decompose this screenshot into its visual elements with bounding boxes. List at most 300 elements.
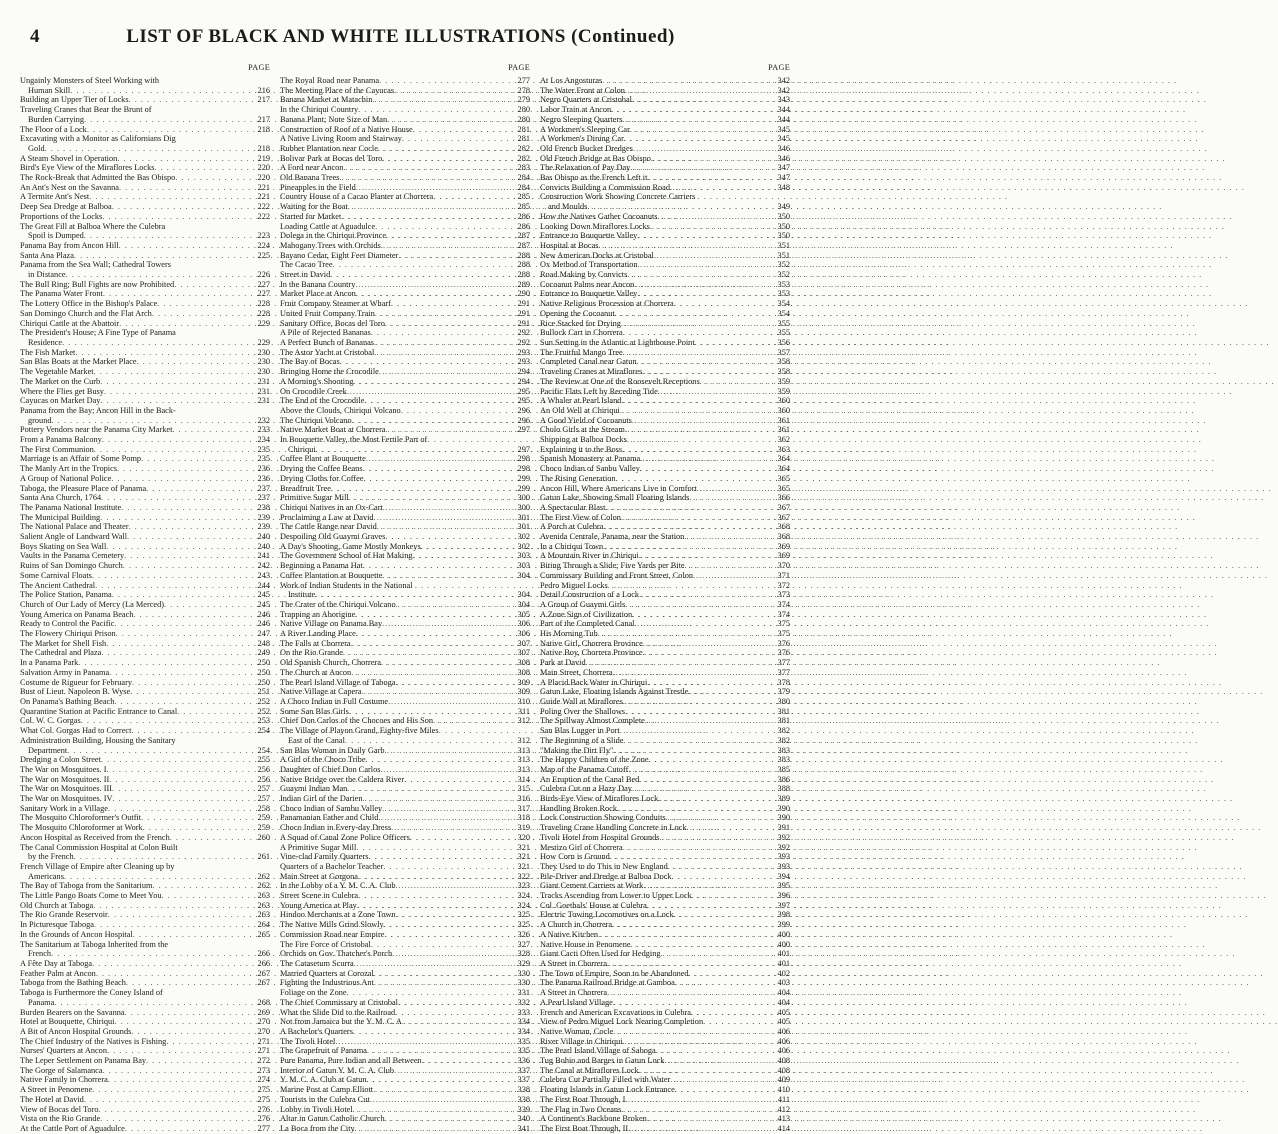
entry-page-number: 342: [777, 85, 790, 95]
entry-page-number: 351: [777, 250, 790, 260]
entry-title: Chiriqui Natives in an Ox-Cart: [280, 502, 383, 512]
entry-title: The War on Mosquitoes. I: [20, 764, 107, 774]
index-entry: [280, 716, 530, 726]
dot-leader: [366, 755, 513, 765]
entry-title: The Relaxation of Pay Day: [540, 163, 631, 173]
index-entry: [280, 474, 530, 484]
entry-title: Cocoanut Palms near Ancon: [540, 279, 635, 289]
index-entry: [540, 697, 790, 707]
dot-leader: [607, 988, 773, 998]
entry-page-number: 406: [777, 1036, 790, 1046]
entry-title: A Squad of Canal Zone Police Officers: [280, 832, 410, 842]
entry-page-number: 347: [777, 163, 790, 173]
index-entry: [20, 920, 270, 930]
entry-page-number: 246: [257, 619, 270, 629]
entry-title: Sanitary Office, Bocas del Toro: [280, 318, 385, 328]
entry-title: United Fruit Company Train: [280, 308, 375, 318]
index-entry: [280, 707, 530, 717]
dot-leader: [362, 687, 513, 697]
entry-page-number: 274: [257, 1075, 270, 1085]
entry-page-number: 248: [257, 638, 270, 648]
index-entry: [280, 532, 530, 542]
entry-title: River Village in Chiriqui: [540, 1036, 623, 1046]
entry-page-number: 354: [777, 299, 790, 309]
entry-page-number: 305: [517, 609, 530, 619]
dot-leader: [616, 474, 773, 484]
entry-title: The Review at One of the Roosevelt Receptions: [540, 376, 700, 386]
index-entry: [540, 474, 790, 484]
entry-title: The Lottery Office in the Bishop's Palace: [20, 299, 158, 309]
entry-page-number: 375: [777, 629, 790, 639]
index-entry: [280, 959, 530, 969]
index-entry: [540, 425, 790, 435]
index-entry: [540, 1056, 790, 1066]
entry-title: Construction of Roof of a Native House: [280, 124, 413, 134]
dot-leader: [358, 891, 513, 901]
index-entry: [540, 872, 790, 882]
entry-title: The Royal Road near Panama: [280, 76, 380, 85]
dot-leader: [374, 978, 513, 988]
entry-page-number: 335: [517, 1036, 530, 1046]
index-entry: [280, 154, 530, 164]
entry-page-number: 275: [257, 1094, 270, 1104]
entry-title: The Crater of the Chiriqui Volcano: [280, 599, 396, 609]
entry-page-number: 245: [257, 599, 270, 609]
dot-leader: [84, 115, 253, 125]
entry-page-number: 217: [257, 114, 270, 124]
dot-leader: [351, 668, 513, 678]
entry-page-number: 219: [257, 153, 270, 163]
index-entry: [20, 270, 270, 280]
index-entry: [540, 1124, 790, 1134]
index-entry: [20, 387, 270, 397]
entry-page-number: 353: [777, 279, 790, 289]
entry-page-number: 352: [777, 270, 790, 280]
dot-leader: [106, 542, 253, 552]
index-entry: [20, 872, 270, 882]
index-entry: [280, 367, 530, 377]
index-entry: [280, 648, 530, 658]
index-entry: [280, 784, 530, 794]
entry-page-number: 402: [777, 968, 790, 978]
dot-leader: [339, 173, 513, 183]
index-entry: [280, 76, 530, 86]
entry-page-number: 388: [777, 784, 790, 794]
index-entry: [540, 920, 790, 930]
index-entry: [280, 571, 530, 581]
entry-title-line: Panama from the Sea Wall; Cathedral Towers: [20, 260, 171, 270]
dot-leader: [642, 367, 773, 377]
entry-page-number: 281: [517, 124, 530, 134]
index-entry: [540, 260, 790, 270]
dot-leader: [651, 154, 773, 164]
dot-leader: [177, 707, 253, 717]
dot-leader: [100, 377, 253, 387]
dot-leader: [373, 1085, 513, 1095]
entry-page-number: 364: [777, 454, 790, 464]
dot-leader: [74, 852, 253, 862]
index-entry: [280, 765, 530, 775]
index-entry: [540, 338, 790, 348]
dot-leader: [385, 746, 514, 756]
entry-page-number: 360: [777, 396, 790, 406]
index-entry: [280, 387, 530, 397]
index-entry: [540, 1017, 790, 1027]
dot-leader: [664, 1056, 773, 1066]
entry-title: Ox Method of Transportation: [540, 260, 638, 270]
entry-title: A Street in Penomene: [20, 1085, 93, 1095]
index-entry: [540, 328, 790, 338]
dot-leader: [695, 338, 773, 348]
dot-leader: [349, 493, 513, 503]
index-entry: [540, 105, 790, 115]
entry-page-number: 235: [257, 454, 270, 464]
entry-page-number: 344: [777, 105, 790, 115]
dot-leader: [374, 348, 513, 358]
entry-title: A Perfect Bunch of Bananas: [280, 337, 375, 347]
entry-page-number: 227: [257, 279, 270, 289]
entry-title: Coffee Plant at Bouquette: [280, 454, 366, 464]
dot-leader: [100, 396, 253, 406]
dot-leader: [639, 590, 773, 600]
index-entry: [280, 241, 530, 251]
index-entry: [280, 231, 530, 241]
entry-page-number: 386: [777, 774, 790, 784]
index-entry: [20, 396, 270, 406]
entry-title: Waiting for the Boat: [280, 202, 348, 212]
entry-page-number: 302: [517, 541, 530, 551]
index-entry: [540, 416, 790, 426]
index-entry: [280, 1046, 530, 1056]
dot-leader: [351, 639, 513, 649]
dot-leader: [656, 1046, 773, 1056]
index-entry: [20, 377, 270, 387]
entry-page-number: 328: [517, 949, 530, 959]
entry-page-number: 252: [257, 706, 270, 716]
entry-title: A Morning's Shooting: [280, 376, 354, 386]
entry-title: Sun Setting in the Atlantic at Lighthouse Point: [540, 337, 695, 347]
entry-page-number: 355: [777, 328, 790, 338]
index-entry: [280, 493, 530, 503]
dot-leader: [340, 357, 513, 367]
entry-page-number: 378: [777, 677, 790, 687]
entry-title: The Panama Railroad Bridge at Gamboa: [540, 978, 675, 988]
entry-page-number: 307: [517, 648, 530, 658]
entry-page-number: 271: [257, 1036, 270, 1046]
entry-page-number: 365: [777, 483, 790, 493]
entry-page-number: 409: [777, 1075, 790, 1085]
entry-page-number: 371: [777, 570, 790, 580]
index-entry: [20, 484, 270, 494]
dot-leader: [126, 978, 253, 988]
entry-page-number: 323: [517, 881, 530, 891]
index-entry: [20, 513, 270, 523]
index-entry: [20, 416, 270, 426]
index-entry: [20, 949, 270, 959]
index-entry: [20, 852, 270, 862]
index-entry: [20, 1046, 270, 1056]
entry-title: Culebra Cut Partially Filled with Water: [540, 1075, 671, 1085]
dot-leader: [388, 697, 513, 707]
dot-leader: [371, 940, 513, 950]
entry-title: Bas Obispo as the French Left it: [540, 173, 648, 183]
dot-leader: [413, 551, 514, 561]
dot-leader: [621, 1105, 773, 1115]
index-entry: [540, 813, 790, 823]
entry-page-number: 243: [257, 570, 270, 580]
entry-title: Tivoli Hotel from Hospital Grounds: [540, 832, 660, 842]
entry-title: Giant Cacti Often Used for Hedging: [540, 949, 661, 959]
entry-title: A Zone Sign of Civilization: [540, 609, 633, 619]
index-entry: [20, 1037, 270, 1047]
index-entry: [540, 833, 790, 843]
dot-leader: [639, 775, 773, 785]
entry-title: Marine Post at Camp Elliott: [280, 1085, 374, 1095]
entry-title: French: [28, 949, 52, 959]
entry-title: In the Chiriqui Country: [280, 105, 359, 115]
entry-title: Commissary Building and Front Street, Colon: [540, 570, 694, 580]
dot-leader: [330, 270, 513, 280]
entry-title: Spanish Monastery at Panama: [540, 454, 641, 464]
entry-title: Old Banana Trees: [280, 173, 340, 183]
index-entry: [280, 289, 530, 299]
entry-page-number: 291: [517, 318, 530, 328]
index-entry: [540, 503, 790, 513]
index-entry: [540, 445, 790, 455]
entry-page-number: 259: [257, 813, 270, 823]
dot-leader: [607, 959, 773, 969]
entry-title: The Spillway Almost Complete: [540, 716, 645, 726]
dot-leader: [625, 707, 773, 717]
dot-leader: [647, 901, 773, 911]
index-entry: [280, 1124, 530, 1134]
entry-title-line: Excavating with a Monitor as Californians Dig: [20, 134, 176, 144]
entry-page-number: 341: [517, 1123, 530, 1133]
dot-leader: [146, 1056, 253, 1066]
entry-title: Entrance to Bouquette Valley: [540, 289, 638, 299]
entry-page-number: 368: [777, 532, 790, 542]
dot-leader: [335, 1037, 513, 1047]
index-entry: [280, 406, 530, 416]
entry-page-number: 279: [517, 95, 530, 105]
entry-title: Foliage on the Zone: [280, 988, 347, 998]
entry-title: "Making the Dirt Fly": [540, 745, 614, 755]
entry-page-number: 391: [777, 823, 790, 833]
entry-title: Young America on Panama Beach: [20, 609, 134, 619]
entry-page-number: 278: [517, 85, 530, 95]
dot-leader: [78, 658, 253, 668]
index-entry: [540, 202, 790, 212]
dot-leader: [141, 454, 253, 464]
entry-title: Pacific Flats Left by Receding Tide: [540, 386, 658, 396]
entry-page-number: 239: [257, 522, 270, 532]
index-entry: [20, 901, 270, 911]
entry-page-number: 376: [777, 648, 790, 658]
entry-title: La Boca from the City: [280, 1123, 355, 1133]
entry-title-line: The Village of Playon Grand, Eighty-five Miles: [280, 726, 439, 736]
dot-leader: [94, 367, 253, 377]
dot-leader: [347, 784, 513, 794]
entry-page-number: 266: [257, 949, 270, 959]
entry-page-number: 405: [777, 1017, 790, 1027]
entry-page-number: 222: [257, 211, 270, 221]
index-entry: [20, 183, 270, 193]
index-entry: [280, 930, 530, 940]
index-entry: [540, 600, 790, 610]
entry-title: Pottery Vendors near the Panama City Market: [20, 425, 173, 435]
entry-page-number: 265: [257, 929, 270, 939]
entry-page-number: 401: [777, 958, 790, 968]
index-entry: [540, 581, 790, 591]
entry-title: The Astor Yacht at Cristobal: [280, 347, 375, 357]
dot-leader: [630, 163, 773, 173]
index-entry: [540, 969, 790, 979]
dot-leader: [639, 1066, 773, 1076]
entry-title: Old Spanish Church, Chorrera: [280, 658, 381, 668]
dot-leader: [383, 862, 513, 872]
entry-page-number: 300: [517, 502, 530, 512]
index-entry: [540, 561, 790, 571]
entry-title: Institute: [288, 590, 316, 600]
dot-leader: [124, 551, 253, 561]
index-entry: [280, 542, 530, 552]
index-entry: [540, 522, 790, 532]
index-entry: [20, 755, 270, 765]
index-entry: [280, 639, 530, 649]
index-entry: [540, 513, 790, 523]
entry-page-number: 393: [777, 852, 790, 862]
index-entry: [20, 794, 270, 804]
entry-page-number: 295: [517, 396, 530, 406]
index-entry: [20, 619, 270, 629]
entry-title: Cayucas on Market Day: [20, 396, 101, 406]
entry-page-number: 330: [517, 968, 530, 978]
entry-page-number: 361: [777, 415, 790, 425]
dot-leader: [382, 619, 513, 629]
entry-title: Native Bridge over the Caldera River: [280, 774, 405, 784]
dot-leader: [620, 726, 773, 736]
entry-title: The Cathedral and Plaza: [20, 648, 102, 658]
index-entry: [280, 629, 530, 639]
entry-page-number: 382: [777, 726, 790, 736]
entry-page-number: 411: [777, 1094, 790, 1104]
index-entry: [20, 998, 270, 1008]
entry-title: Labor Train at Ancon: [540, 105, 612, 115]
dot-leader: [371, 328, 513, 338]
dot-leader: [668, 862, 773, 872]
entry-title: Convicts Building a Commission Road: [540, 182, 670, 192]
entry-page-number: 364: [777, 464, 790, 474]
entry-page-number: 400: [777, 939, 790, 949]
index-entry: [280, 125, 530, 135]
entry-page-number: 350: [777, 211, 790, 221]
dot-leader: [421, 542, 513, 552]
index-entry: [540, 639, 790, 649]
dot-leader: [349, 707, 513, 717]
entry-title: Poling Over the Shallows: [540, 706, 626, 716]
entry-title: Bust of Lieut. Napoleon B. Wyse: [20, 687, 131, 697]
index-entry: [20, 590, 270, 600]
entry-page-number: 258: [257, 803, 270, 813]
entry-page-number: 262: [257, 871, 270, 881]
entry-page-number: 230: [257, 357, 270, 367]
entry-title: Bayano Cedar, Eight Feet Diameter: [280, 250, 399, 260]
index-entry: [20, 1027, 270, 1037]
entry-page-number: 366: [777, 493, 790, 503]
entry-page-number: 321: [517, 852, 530, 862]
entry-page-number: 324: [517, 900, 530, 910]
entry-title: Bullock Cart in Chorrera: [540, 328, 623, 338]
entry-page-number: 277: [517, 76, 530, 85]
entry-page-number: 303: [517, 551, 530, 561]
index-column-2: [280, 62, 530, 1133]
dot-leader: [141, 813, 253, 823]
entry-title: His Morning Tub: [540, 629, 598, 639]
entry-page-number: 362: [777, 435, 790, 445]
index-entry: [20, 910, 270, 920]
dot-leader: [613, 746, 773, 756]
dot-leader: [433, 716, 513, 726]
index-entry: [540, 134, 790, 144]
entry-page-number: 310: [517, 697, 530, 706]
entry-title: The Tivoli Hotel: [280, 1036, 336, 1046]
index-entry: [20, 668, 270, 678]
dot-leader: [382, 154, 513, 164]
dot-leader: [627, 435, 773, 445]
index-column-1: [20, 62, 270, 1133]
entry-title: Boys Skating on Sea Wall: [20, 541, 107, 551]
index-entry: [540, 678, 790, 688]
entry-title: Gold: [28, 143, 45, 153]
entry-page-number: 284: [517, 182, 530, 192]
entry-title: Residence: [28, 337, 63, 347]
dot-leader: [610, 852, 773, 862]
entry-page-number: 267: [257, 968, 270, 978]
entry-page-number: 281: [517, 134, 530, 144]
entry-title: The First Communion: [20, 444, 94, 454]
index-entry: [540, 1027, 790, 1037]
entry-page-number: 245: [257, 590, 270, 600]
entry-page-number: 233: [257, 425, 270, 435]
entry-page-number: 287: [517, 231, 530, 241]
entry-title: At Los Angosturas: [540, 76, 603, 85]
entry-title: Married Quarters at Corozal: [280, 968, 374, 978]
index-entry: [540, 930, 790, 940]
dot-leader: [70, 86, 253, 96]
entry-title: Country House of a Cacao Planter at Chorrera: [280, 192, 434, 202]
index-entry: [20, 891, 270, 901]
dot-leader: [315, 590, 513, 600]
dot-leader: [628, 1124, 773, 1134]
entry-title: The Market on the Curb: [20, 376, 101, 386]
dot-leader: [620, 406, 773, 416]
index-entry: [20, 154, 270, 164]
entry-title: Ready to Control the Pacific: [20, 619, 115, 629]
dot-leader: [613, 668, 773, 678]
index-entry: [280, 881, 530, 891]
index-entry: [20, 784, 270, 794]
dot-leader: [627, 270, 773, 280]
index-entry: [20, 775, 270, 785]
index-entry: [540, 464, 790, 474]
entry-title: In the Grounds of Ancon Hospital: [20, 929, 133, 939]
index-entry: [280, 212, 530, 222]
index-entry: [20, 289, 270, 299]
entry-title: Altar in Gatun Catholic Church: [280, 1114, 385, 1124]
index-entry: [20, 813, 270, 823]
dot-leader: [356, 629, 513, 639]
entry-title: Taboga from the Bathing Beach: [20, 978, 126, 988]
